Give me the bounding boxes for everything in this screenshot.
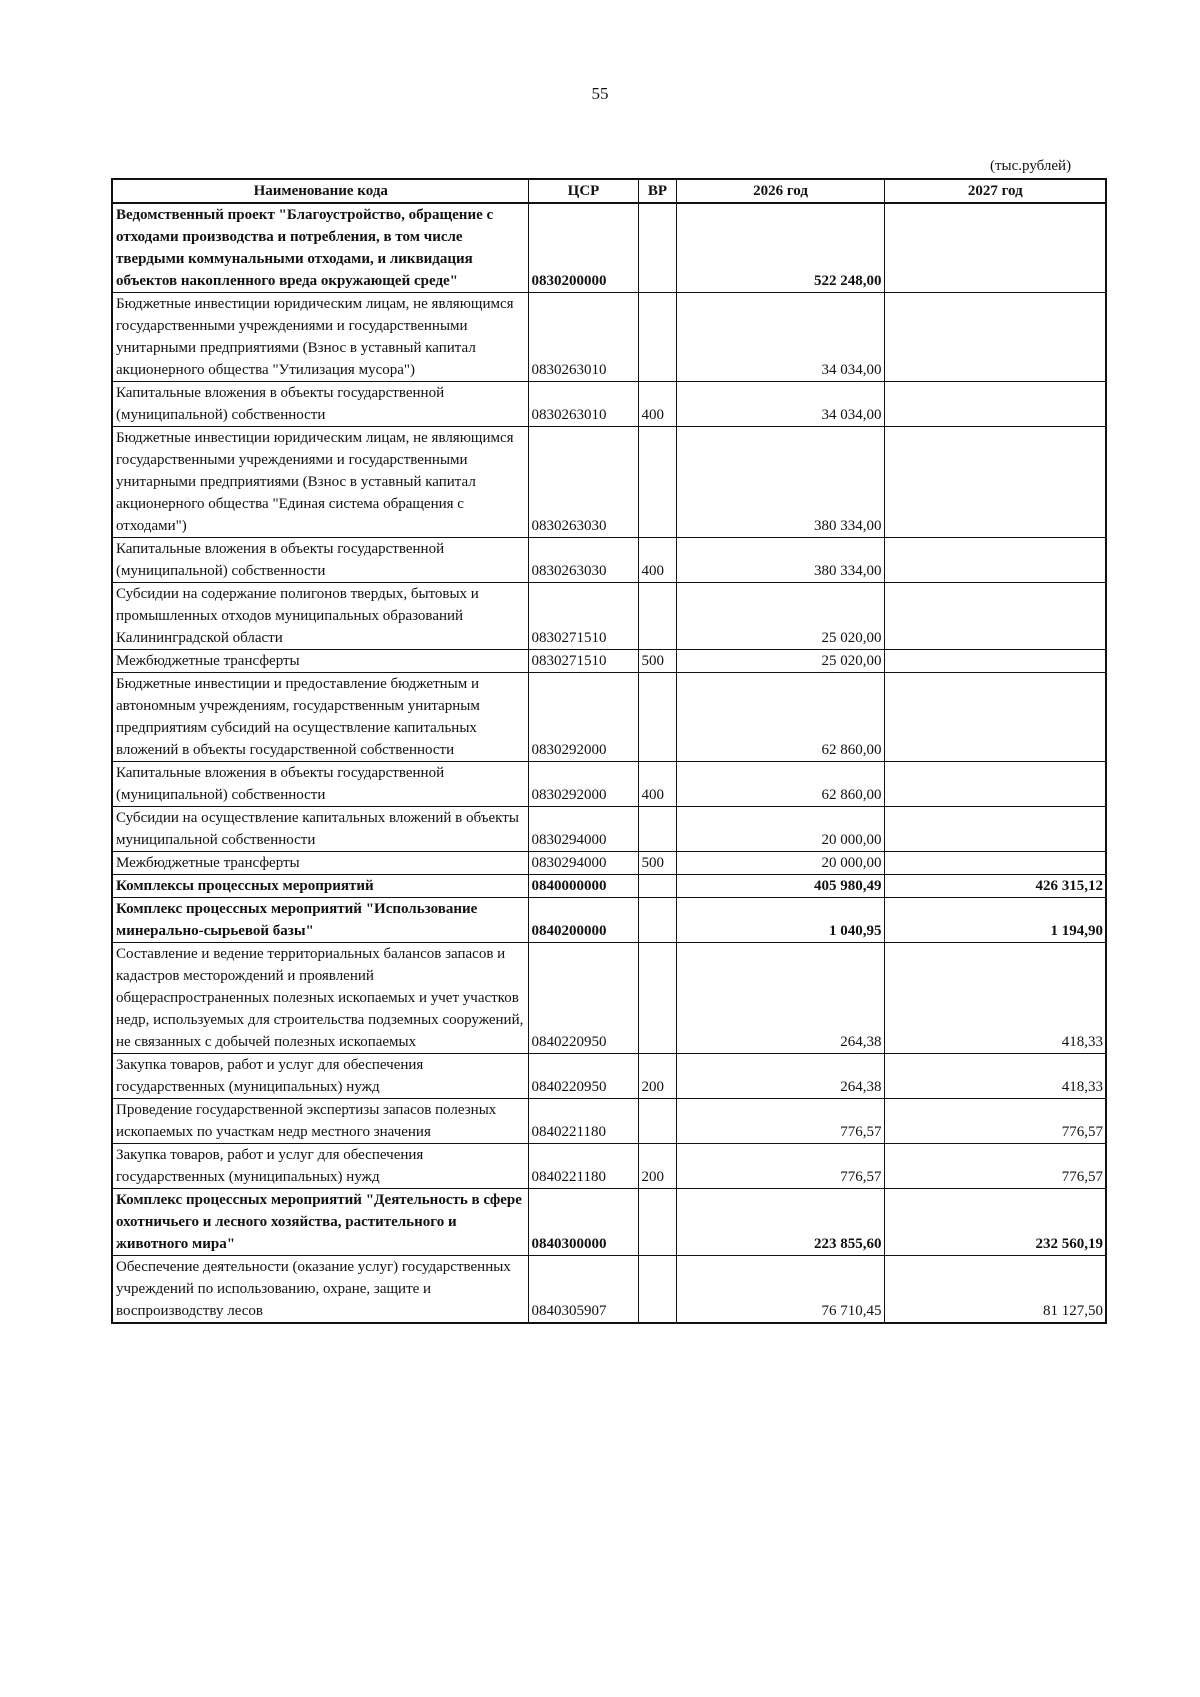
table-row — [112, 1099, 1106, 1144]
row-vr — [638, 1189, 676, 1256]
row-vr — [638, 293, 676, 382]
table-row — [112, 293, 1106, 382]
row-name: Комплексы процессных мероприятий — [112, 875, 528, 898]
table-body — [112, 203, 1106, 1323]
row-csr: 0830294000 — [528, 852, 638, 875]
row-csr: 0840000000 — [528, 875, 638, 898]
row-value-2027: 1 194,90 — [884, 898, 1106, 943]
row-value-2026: 405 980,49 — [676, 875, 884, 898]
row-value-2026: 776,57 — [676, 1099, 884, 1144]
row-value-2027 — [884, 650, 1106, 673]
row-value-2026: 776,57 — [676, 1144, 884, 1189]
row-name: Субсидии на осуществление капитальных вложений в объекты муниципальной собственности — [112, 807, 528, 852]
header-2027: 2027 год — [884, 179, 1106, 203]
row-value-2026: 20 000,00 — [676, 807, 884, 852]
row-csr: 0830294000 — [528, 807, 638, 852]
row-name: Бюджетные инвестиции юридическим лицам, не являющимся государственными учреждениями и государственными унитарными предприятиями (Взнос в уставный капитал акционерного общества "Единая система обращения с отходами") — [112, 427, 528, 538]
units-label: (тыс.рублей) — [990, 158, 1072, 174]
row-vr: 400 — [638, 538, 676, 583]
header-name: Наименование кода — [112, 179, 528, 203]
table-row — [112, 203, 1106, 293]
row-csr: 0830200000 — [528, 203, 638, 293]
row-name: Капитальные вложения в объекты государственной (муниципальной) собственности — [112, 382, 528, 427]
row-value-2027 — [884, 203, 1106, 293]
row-value-2026: 1 040,95 — [676, 898, 884, 943]
table-row — [112, 650, 1106, 673]
row-vr — [638, 1256, 676, 1324]
row-name: Межбюджетные трансферты — [112, 852, 528, 875]
row-value-2027: 232 560,19 — [884, 1189, 1106, 1256]
row-name: Комплекс процессных мероприятий "Использование минерально-сырьевой базы" — [112, 898, 528, 943]
table-row — [112, 852, 1106, 875]
table-row — [112, 1054, 1106, 1099]
table-header-row — [112, 179, 1106, 203]
row-value-2026: 62 860,00 — [676, 673, 884, 762]
row-value-2027 — [884, 583, 1106, 650]
row-value-2026: 264,38 — [676, 1054, 884, 1099]
row-value-2027 — [884, 852, 1106, 875]
table-row — [112, 898, 1106, 943]
row-name: Закупка товаров, работ и услуг для обеспечения государственных (муниципальных) нужд — [112, 1144, 528, 1189]
row-value-2027 — [884, 427, 1106, 538]
row-vr: 200 — [638, 1054, 676, 1099]
row-name: Обеспечение деятельности (оказание услуг) государственных учреждений по использованию, охране, защите и воспроизводству лесов — [112, 1256, 528, 1324]
row-name: Комплекс процессных мероприятий "Деятельность в сфере охотничьего и лесного хозяйства, растительного и животного мира" — [112, 1189, 528, 1256]
row-name: Проведение государственной экспертизы запасов полезных ископаемых по участкам недр местного значения — [112, 1099, 528, 1144]
row-value-2027: 426 315,12 — [884, 875, 1106, 898]
row-csr: 0840221180 — [528, 1144, 638, 1189]
row-csr: 0840305907 — [528, 1256, 638, 1324]
row-vr: 500 — [638, 852, 676, 875]
row-vr — [638, 875, 676, 898]
row-value-2026: 34 034,00 — [676, 293, 884, 382]
row-vr: 500 — [638, 650, 676, 673]
row-value-2027 — [884, 538, 1106, 583]
row-csr: 0830271510 — [528, 583, 638, 650]
row-name: Межбюджетные трансферты — [112, 650, 528, 673]
row-csr: 0830271510 — [528, 650, 638, 673]
row-vr — [638, 583, 676, 650]
table-row — [112, 762, 1106, 807]
table-row — [112, 538, 1106, 583]
row-vr: 200 — [638, 1144, 676, 1189]
row-value-2027: 418,33 — [884, 1054, 1106, 1099]
row-csr: 0830292000 — [528, 673, 638, 762]
row-value-2026: 20 000,00 — [676, 852, 884, 875]
row-vr — [638, 807, 676, 852]
header-csr: ЦСР — [528, 179, 638, 203]
row-name: Капитальные вложения в объекты государственной (муниципальной) собственности — [112, 538, 528, 583]
row-value-2027: 776,57 — [884, 1144, 1106, 1189]
row-csr: 0840220950 — [528, 1054, 638, 1099]
row-vr — [638, 1099, 676, 1144]
table-row — [112, 1144, 1106, 1189]
row-vr — [638, 943, 676, 1054]
table-row — [112, 427, 1106, 538]
row-csr: 0840200000 — [528, 898, 638, 943]
row-vr — [638, 203, 676, 293]
row-value-2026: 380 334,00 — [676, 538, 884, 583]
row-value-2027: 81 127,50 — [884, 1256, 1106, 1324]
row-csr: 0830263010 — [528, 293, 638, 382]
row-csr: 0840221180 — [528, 1099, 638, 1144]
row-value-2027 — [884, 762, 1106, 807]
page-number: 55 — [591, 84, 609, 103]
row-name: Составление и ведение территориальных балансов запасов и кадастров месторождений и проявлений общераспространенных полезных ископаемых и учет участков недр, используемых для строительства подземных сооружений, не связанных с добычей полезных ископаемых — [112, 943, 528, 1054]
row-name: Ведомственный проект "Благоустройство, обращение с отходами производства и потребления, в том числе твердыми коммунальными отходами, и ликвидация объектов накопленного вреда окружающей среде" — [112, 203, 528, 293]
header-vr: ВР — [638, 179, 676, 203]
table-row — [112, 382, 1106, 427]
row-csr: 0830263030 — [528, 538, 638, 583]
table-row — [112, 583, 1106, 650]
row-value-2026: 25 020,00 — [676, 650, 884, 673]
row-value-2027 — [884, 382, 1106, 427]
row-name: Капитальные вложения в объекты государственной (муниципальной) собственности — [112, 762, 528, 807]
row-name: Бюджетные инвестиции и предоставление бюджетным и автономным учреждениям, государственным унитарным предприятиям субсидий на осуществление капитальных вложений в объекты государственной собственности — [112, 673, 528, 762]
table-row — [112, 1189, 1106, 1256]
table-row — [112, 943, 1106, 1054]
header-2026: 2026 год — [676, 179, 884, 203]
row-vr: 400 — [638, 762, 676, 807]
row-value-2026: 223 855,60 — [676, 1189, 884, 1256]
row-name: Закупка товаров, работ и услуг для обеспечения государственных (муниципальных) нужд — [112, 1054, 528, 1099]
row-value-2026: 264,38 — [676, 943, 884, 1054]
row-value-2027 — [884, 673, 1106, 762]
row-csr: 0830292000 — [528, 762, 638, 807]
row-name: Бюджетные инвестиции юридическим лицам, не являющимся государственными учреждениями и государственными унитарными предприятиями (Взнос в уставный капитал акционерного общества "Утилизация мусора") — [112, 293, 528, 382]
row-value-2026: 522 248,00 — [676, 203, 884, 293]
row-value-2027 — [884, 807, 1106, 852]
row-value-2026: 380 334,00 — [676, 427, 884, 538]
table-row — [112, 807, 1106, 852]
row-value-2027: 776,57 — [884, 1099, 1106, 1144]
row-vr: 400 — [638, 382, 676, 427]
table-row — [112, 673, 1106, 762]
budget-table — [111, 178, 1107, 1324]
row-vr — [638, 427, 676, 538]
row-vr — [638, 673, 676, 762]
row-value-2026: 76 710,45 — [676, 1256, 884, 1324]
row-vr — [638, 898, 676, 943]
row-csr: 0840220950 — [528, 943, 638, 1054]
row-csr: 0830263030 — [528, 427, 638, 538]
row-value-2026: 25 020,00 — [676, 583, 884, 650]
table-row — [112, 875, 1106, 898]
row-csr: 0840300000 — [528, 1189, 638, 1256]
row-value-2026: 34 034,00 — [676, 382, 884, 427]
row-name: Субсидии на содержание полигонов твердых, бытовых и промышленных отходов муниципальных образований Калининградской области — [112, 583, 528, 650]
row-value-2027: 418,33 — [884, 943, 1106, 1054]
row-value-2027 — [884, 293, 1106, 382]
row-csr: 0830263010 — [528, 382, 638, 427]
row-value-2026: 62 860,00 — [676, 762, 884, 807]
table-row — [112, 1256, 1106, 1324]
